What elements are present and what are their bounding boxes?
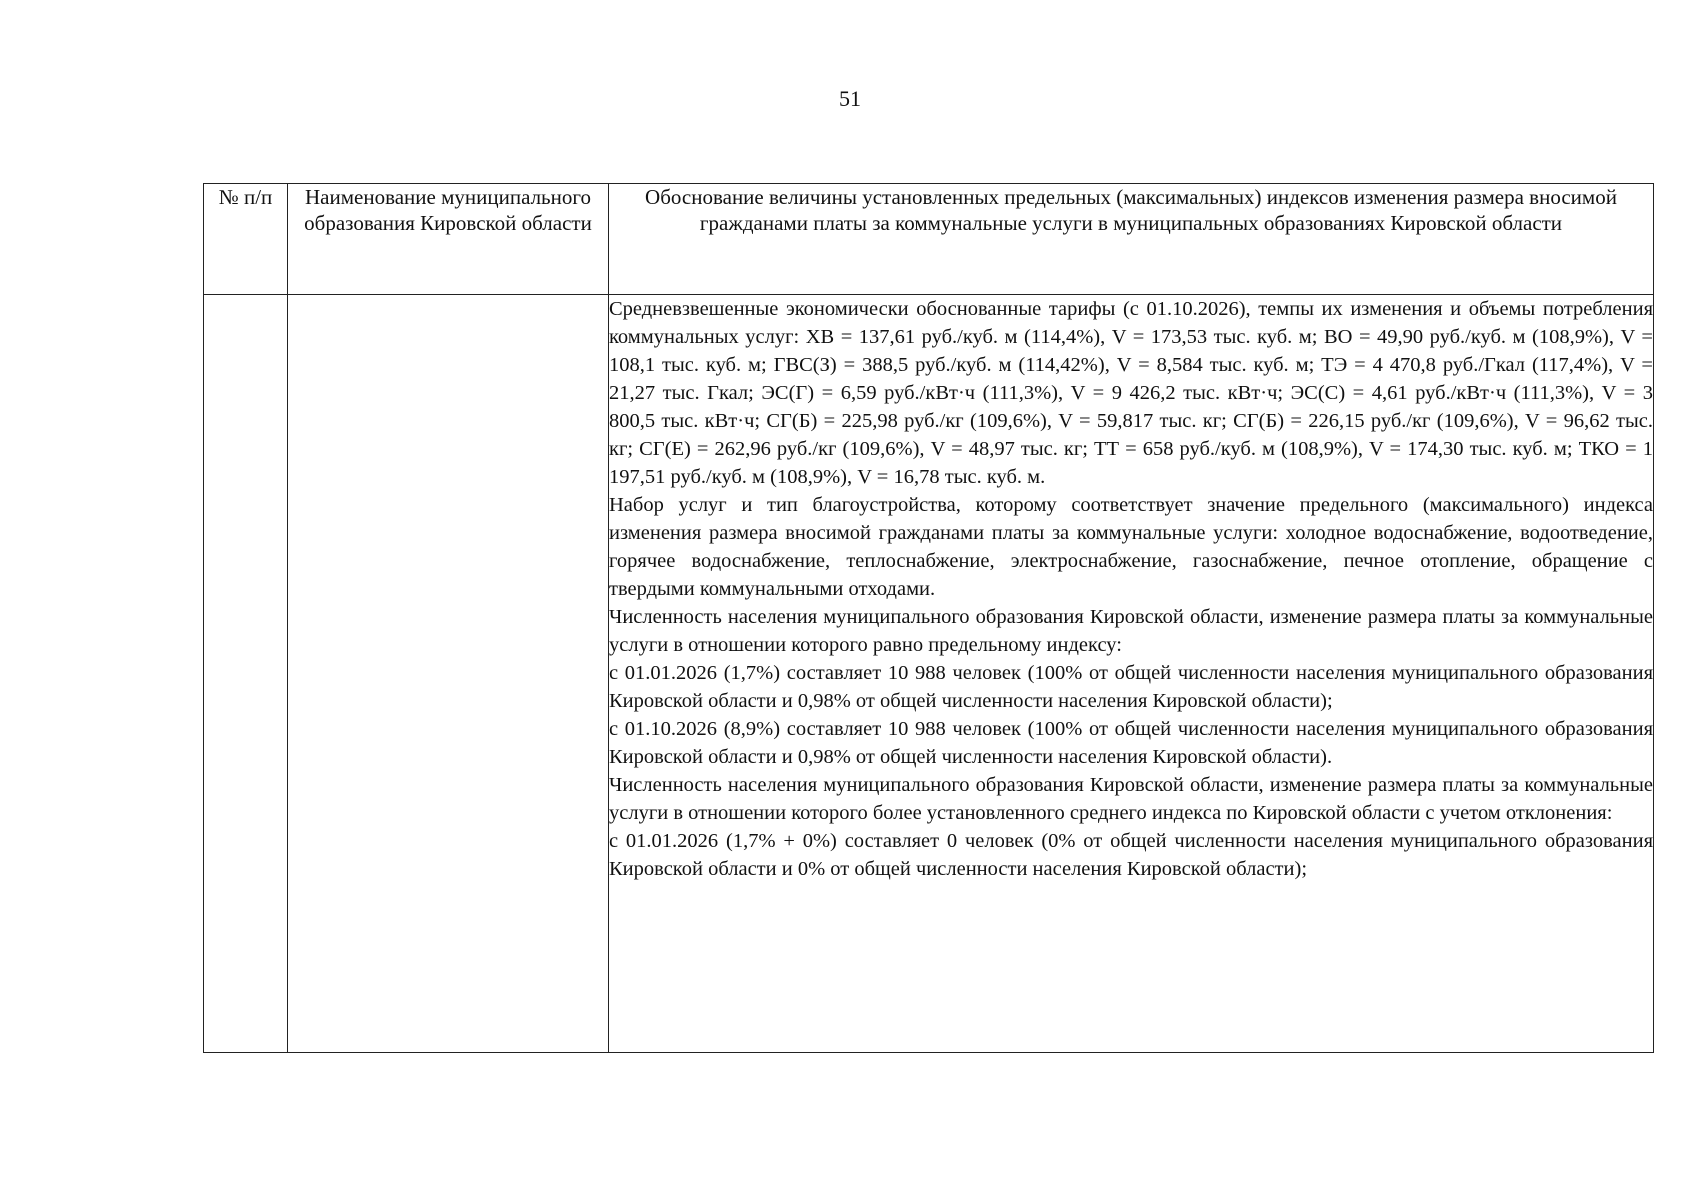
tariff-index-table (203, 183, 1654, 1053)
paragraph-population-above-heading: Численность населения муниципального образования Кировской области, изменение размера платы за коммунальные услуги в отношении которого более установленного среднего индекса по Кировской области с учетом отклонения: (609, 774, 1653, 824)
header-municipality-name: Наименование муниципального образования Кировской области (288, 184, 609, 295)
page-number: 51 (839, 86, 861, 111)
header-justification: Обоснование величины установленных предельных (максимальных) индексов изменения размера вносимой гражданами платы за коммунальные услуги в муниципальных образованиях Кировской области (609, 184, 1654, 295)
header-number: № п/п (204, 184, 288, 295)
paragraph-services-set: Набор услуг и тип благоустройства, которому соответствует значение предельного (максимального) индекса изменения размера вносимой гражданами платы за коммунальные услуги: холодное водоснабжение, водоотведение, горячее водоснабжение, теплоснабжение, электроснабжение, газоснабжение, печное отопление, обращение с твердыми коммунальными отходами. (609, 494, 1653, 600)
table-row (204, 295, 1654, 1053)
cell-number (204, 295, 288, 1053)
cell-municipality-name (288, 295, 609, 1053)
paragraph-population-equal-heading: Численность населения муниципального образования Кировской области, изменение размера платы за коммунальные услуги в отношении которого равно предельному индексу: (609, 606, 1653, 656)
paragraph-population-above-jan: с 01.01.2026 (1,7% + 0%) составляет 0 человек (0% от общей численности населения муниципального образования Кировской области и 0% от общей численности населения Кировской области); (609, 830, 1653, 880)
paragraph-tariffs: Средневзвешенные экономически обоснованные тарифы (с 01.10.2026), темпы их изменения и объемы потребления коммунальных услуг: ХВ = 137,61 руб./куб. м (114,4%), V = 173,53 тыс. куб. м; ВО = 49,90 руб./куб. м (108,9%), V = 108,1 тыс. куб. м; ГВС(З) = 388,5 руб./куб. м (114,42%), V = 8,584 тыс. куб. м; ТЭ = 4 470,8 руб./Гкал (117,4%), V = 21,27 тыс. Гкал; ЭС(Г) = 6,59 руб./кВт·ч (111,3%), V = 9 426,2 тыс. кВт·ч; ЭС(С) = 4,61 руб./кВт·ч (111,3%), V = 3 800,5 тыс. кВт·ч; СГ(Б) = 225,98 руб./кг (109,6%), V = 59,817 тыс. кг; СГ(Б) = 226,15 руб./кг (109,6%), V = 96,62 тыс. кг; СГ(Е) = 262,96 руб./кг (109,6%), V = 48,97 тыс. кг; ТТ = 658 руб./куб. м (108,9%), V = 174,30 тыс. куб. м; ТКО = 1 197,51 руб./куб. м (108,9%), V = 16,78 тыс. куб. м. (609, 298, 1653, 488)
cell-justification (609, 295, 1654, 1053)
table-header-row (204, 184, 1654, 295)
paragraph-population-equal-jan: с 01.01.2026 (1,7%) составляет 10 988 человек (100% от общей численности населения муниципального образования Кировской области и 0,98% от общей численности населения Кировской области); (609, 662, 1653, 712)
paragraph-population-equal-oct: с 01.10.2026 (8,9%) составляет 10 988 человек (100% от общей численности населения муниципального образования Кировской области и 0,98% от общей численности населения Кировской области). (609, 718, 1653, 768)
